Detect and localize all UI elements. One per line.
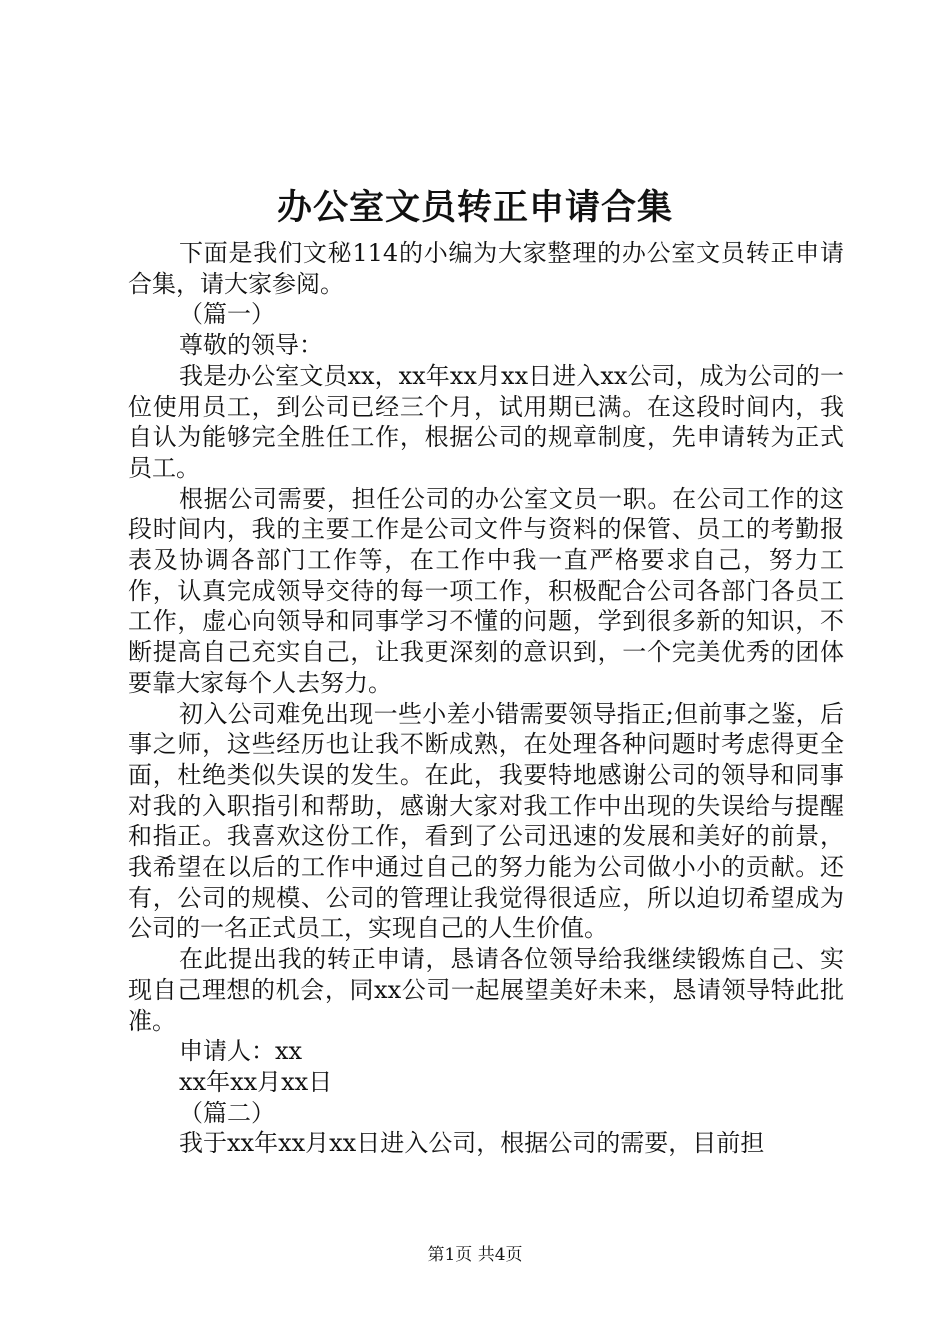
body-paragraph: 我于xx年xx月xx日进入公司，根据公司的需要，目前担 (179, 1129, 765, 1158)
applicant-line: 申请人：xx (179, 1037, 303, 1066)
document-title: 办公室文员转正申请合集 (276, 187, 673, 228)
section-heading-1: （篇一） (179, 300, 275, 329)
body-paragraph: 根据公司需要，担任公司的办公室文员一职。在公司工作的这段时间内，我的主要工作是公司文件与资料的保管、员工的考勤报表及协调各部门工作等，在工作中我一直严格要求自己，努力工作，认真完成领导交待的每一项工作，积极配合公司各部门各员工工作，虚心向领导和同事学习不懂的问题，学到很多新的知识，不断提高自己充实自己，让我更深刻的意识到，一个完美优秀的团体要靠大家每个人去努力。 (128, 484, 844, 697)
document-body (128, 238, 844, 1159)
intro-paragraph: 下面是我们文秘114的小编为大家整理的办公室文员转正申请合集，请大家参阅。 (128, 239, 844, 298)
page-footer: 第1页 共4页 (427, 1245, 523, 1265)
body-paragraph: 我是办公室文员xx，xx年xx月xx日进入xx公司，成为公司的一位使用员工，到公司已经三个月，试用期已满。在这段时间内，我自认为能够完全胜任工作，根据公司的规章制度，先申请转为正式员工。 (128, 361, 844, 482)
salutation: 尊敬的领导： (179, 331, 323, 360)
section-heading-2: （篇二） (179, 1098, 275, 1127)
body-paragraph: 在此提出我的转正申请，恳请各位领导给我继续锻炼自己、实现自己理想的机会，同xx公司一起展望美好未来，恳请领导特此批准。 (128, 945, 844, 1035)
body-paragraph: 初入公司难免出现一些小差小错需要领导指正;但前事之鉴，后事之师，这些经历也让我不断成熟，在处理各种问题时考虑得更全面，杜绝类似失误的发生。在此，我要特地感谢公司的领导和同事对我的入职指引和帮助，感谢大家对我工作中出现的失误给与提醒和指正。我喜欢这份工作，看到了公司迅速的发展和美好的前景，我希望在以后的工作中通过自己的努力能为公司做小小的贡献。还有，公司的规模、公司的管理让我觉得很适应，所以迫切希望成为公司的一名正式员工，实现自己的人生价值。 (128, 699, 844, 943)
date-line: xx年xx月xx日 (179, 1067, 333, 1096)
